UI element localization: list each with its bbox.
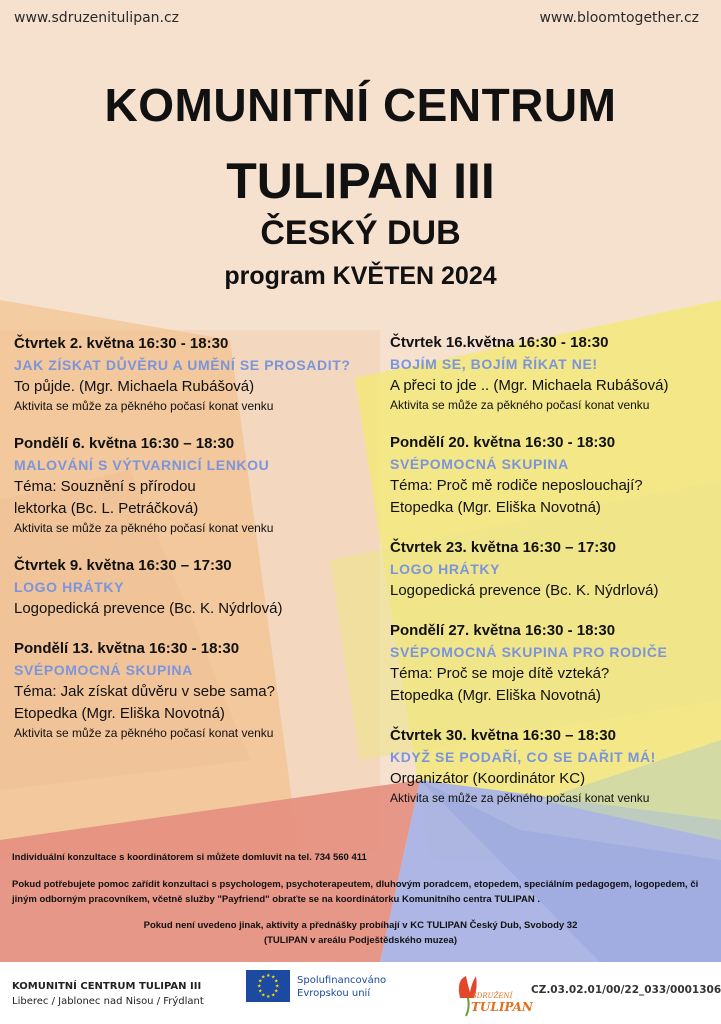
svg-text:★: ★ <box>274 978 279 985</box>
url-bar <box>14 10 699 26</box>
event-detail: Logopedická prevence (Bc. K. Nýdrlová) <box>14 600 283 617</box>
right-events-column <box>390 333 720 826</box>
event-title: SVÉPOMOCNÁ SKUPINA <box>390 456 569 472</box>
event-title: SVÉPOMOCNÁ SKUPINA <box>14 662 193 678</box>
event-item <box>390 433 720 519</box>
event-detail: To půjde. (Mgr. Michaela Rubášová) <box>14 378 255 395</box>
event-detail: Téma: Jak získat důvěru v sebe sama? <box>14 683 275 700</box>
event-item <box>390 621 720 707</box>
event-item <box>14 334 374 415</box>
event-note: Aktivita se může za pěkného počasí konat venku <box>14 726 274 740</box>
event-detail: Etopedka (Mgr. Eliška Novotná) <box>14 705 225 722</box>
eu-cofunding-text <box>297 974 386 1000</box>
title-line4: program KVĚTEN 2024 <box>224 262 497 290</box>
event-note: Aktivita se může za pěkného počasí konat venku <box>390 791 650 805</box>
svg-text:★: ★ <box>275 983 280 990</box>
svg-text:★: ★ <box>257 983 262 990</box>
event-detail: lektorka (Bc. L. Petráčková) <box>14 500 199 517</box>
event-item <box>390 538 720 602</box>
svg-text:★: ★ <box>261 992 266 999</box>
event-detail: Organizátor (Koordinátor KC) <box>390 770 586 787</box>
event-detail: A přeci to jde .. (Mgr. Michaela Rubášová) <box>390 377 669 394</box>
eu-line2: Evropskou unií <box>297 988 371 999</box>
consult-text: Individuální konzultace s koordinátorem si můžete domluvit na tel. 734 560 411 <box>12 852 367 863</box>
footer <box>0 962 721 1024</box>
eu-flag-icon <box>246 970 290 1002</box>
event-date: Čtvrtek 9. května 16:30 – 17:30 <box>14 557 232 574</box>
svg-text:★: ★ <box>258 988 263 995</box>
left-events-column <box>14 334 374 761</box>
url-left[interactable]: www.sdruzenitulipan.cz <box>14 10 180 26</box>
title-line1: KOMUNITNÍ CENTRUM <box>104 79 617 131</box>
event-title: MALOVÁNÍ S VÝTVARNICÍ LENKOU <box>14 457 270 473</box>
event-date: Pondělí 20. května 16:30 - 18:30 <box>390 434 616 451</box>
svg-text:★: ★ <box>271 974 276 981</box>
event-title: BOJÍM SE, BOJÍM ŘÍKAT NE! <box>390 356 598 372</box>
event-detail: Téma: Souznění s přírodou <box>14 478 196 495</box>
logo-big-text: TULIPAN <box>471 1000 533 1014</box>
event-note: Aktivita se může za pěkného počasí konat venku <box>14 521 274 535</box>
eu-line1: Spolufinancováno <box>297 975 387 986</box>
footer-org <box>12 979 204 1009</box>
event-date: Čtvrtek 16.května 16:30 - 18:30 <box>390 334 609 351</box>
svg-text:★: ★ <box>274 988 279 995</box>
event-date: Pondělí 13. května 16:30 - 18:30 <box>14 640 240 657</box>
event-detail: Logopedická prevence (Bc. K. Nýdrlová) <box>390 582 659 599</box>
event-title: LOGO HRÁTKY <box>390 561 501 577</box>
footer-org-line1: KOMUNITNÍ CENTRUM TULIPAN III <box>12 981 202 992</box>
event-title: JAK ZÍSKAT DŮVĚRU A UMĚNÍ SE PROSADIT? <box>14 357 351 373</box>
title-line3: ČESKÝ DUB <box>260 214 461 252</box>
event-title: LOGO HRÁTKY <box>14 579 125 595</box>
location-line2: (TULIPAN v areálu Podještědského muzea) <box>263 935 458 946</box>
event-date: Čtvrtek 2. května 16:30 - 18:30 <box>14 335 229 352</box>
url-right[interactable]: www.bloomtogether.cz <box>539 10 699 26</box>
event-date: Pondělí 6. května 16:30 – 18:30 <box>14 435 235 452</box>
event-item <box>14 639 374 742</box>
event-date: Pondělí 27. května 16:30 - 18:30 <box>390 622 616 639</box>
project-code: CZ.03.02.01/00/22_033/0001306 <box>531 984 721 996</box>
event-detail: Etopedka (Mgr. Eliška Novotná) <box>390 499 601 516</box>
location-line1: Pokud není uvedeno jinak, aktivity a přednášky probíhají v KC TULIPAN Český Dub, Svobody 32 <box>143 920 578 931</box>
event-title: SVÉPOMOCNÁ SKUPINA PRO RODIČE <box>390 644 668 660</box>
footer-org-line2: Liberec / Jablonec nad Nisou / Frýdlant <box>12 996 204 1007</box>
svg-text:★: ★ <box>271 992 276 999</box>
svg-text:★: ★ <box>266 973 271 979</box>
title-line2: TULIPAN III <box>226 153 495 209</box>
event-detail: Etopedka (Mgr. Eliška Novotná) <box>390 687 601 704</box>
logo-small-text: SDRUŽENÍ <box>472 992 513 1000</box>
event-item <box>14 434 374 537</box>
location-text <box>0 918 721 948</box>
svg-text:★: ★ <box>266 994 271 1000</box>
event-item <box>390 333 720 414</box>
svg-text:★: ★ <box>261 974 266 981</box>
event-date: Čtvrtek 30. května 16:30 – 18:30 <box>390 727 616 744</box>
event-date: Čtvrtek 23. května 16:30 – 17:30 <box>390 539 616 556</box>
svg-text:★: ★ <box>258 978 263 985</box>
event-note: Aktivita se může za pěkného počasí konat venku <box>14 399 274 413</box>
event-detail: Téma: Proč se moje dítě vzteká? <box>390 665 610 682</box>
event-note: Aktivita se může za pěkného počasí konat venku <box>390 398 650 412</box>
event-item <box>390 726 720 807</box>
event-item <box>14 556 374 620</box>
event-detail: Téma: Proč mě rodiče neposlouchají? <box>390 477 643 494</box>
event-title: KDYŽ SE PODAŘÍ, CO SE DAŘIT MÁ! <box>390 749 656 765</box>
help-text: Pokud potřebujete pomoc zařídit konzultaci s psychologem, psychoterapeutem, dluhovým poradcem, etopedem, speciálním pedagogem, logopedem, či jiným odborným pracovníkem, včetně služby "Payfriend" obraťte se na koordinátorku Komunitního centra TULIPAN . <box>12 879 699 905</box>
